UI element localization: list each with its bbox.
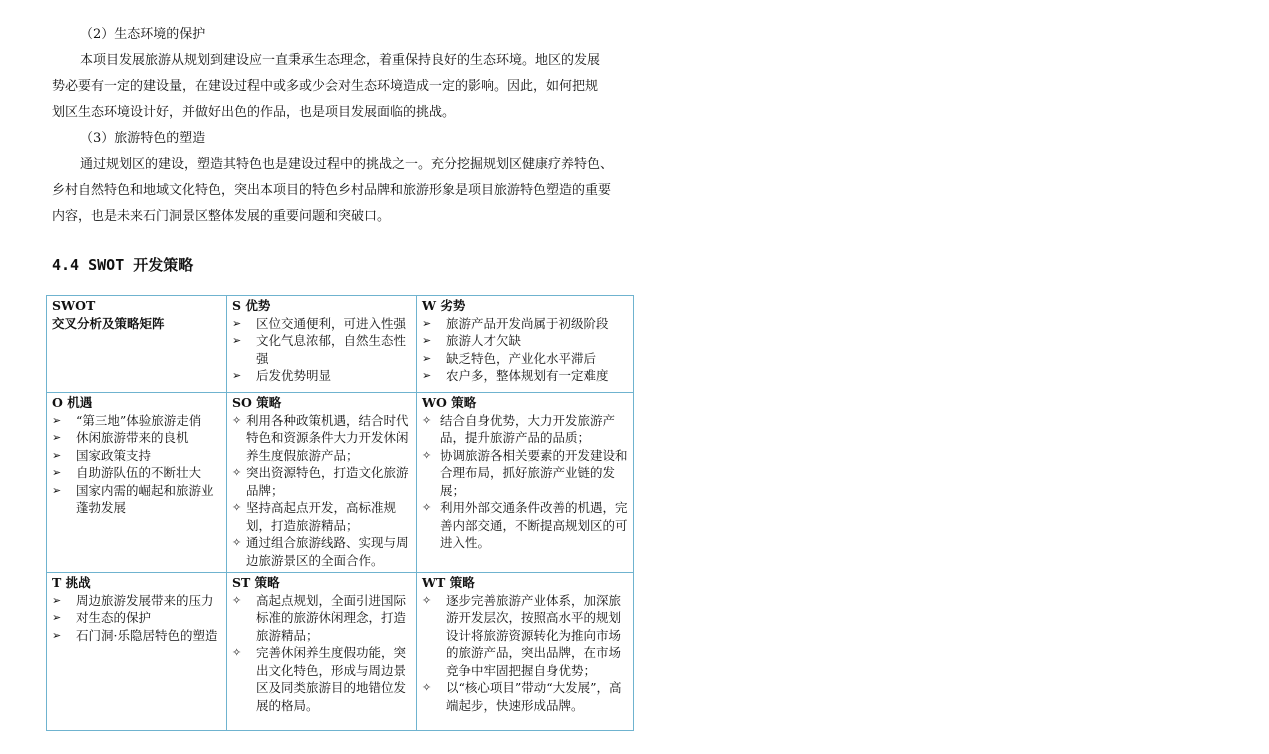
list-item [422, 315, 628, 333]
wt-strategy-cell [417, 573, 634, 731]
st-strategy-list [232, 592, 411, 715]
list-item [52, 592, 221, 610]
paragraph-line: 势必要有一定的建设量，在建设过程中或多或少会对生态环境造成一定的影响。因此，如何把规 [52, 79, 599, 94]
arrow-bullet-icon: ➢ [52, 483, 62, 497]
section-ecology [52, 22, 632, 230]
arrow-bullet-icon: ➢ [52, 431, 62, 444]
list-item-text: 农户多，整体规划有一定难度 [446, 368, 609, 383]
list-item-text: 利用各种政策机遇，结合时代特色和资源条件大力开发休闲养生度假旅游产品； [246, 412, 409, 463]
diamond-bullet-icon: ✧ [232, 466, 242, 479]
cell-title: 交叉分析及策略矩阵 [52, 315, 165, 331]
list-item [422, 412, 628, 447]
list-item [52, 464, 221, 482]
paragraph-line: 划区生态环境设计好，并做好出色的作品，也是项目发展面临的挑战。 [52, 105, 456, 120]
threats-list [52, 592, 221, 645]
arrow-bullet-icon: ➢ [422, 351, 432, 365]
diamond-bullet-icon: ✧ [232, 413, 242, 427]
list-item [52, 482, 221, 517]
list-item [52, 447, 221, 465]
list-item-text: 旅游人才欠缺 [446, 333, 522, 348]
list-item [232, 332, 411, 367]
wo-strategy-cell [417, 393, 634, 573]
paragraph-line: 乡村自然特色和地域文化特色，突出本项目的特色乡村品牌和旅游形象是项目旅游特色塑造的重要 [52, 183, 612, 198]
swot-corner-cell [47, 296, 227, 393]
list-item [232, 592, 411, 645]
paragraph-line: 通过规划区的建设，塑造其特色也是建设过程中的挑战之一。充分挖掘规划区健康疗养特色、 [80, 157, 614, 172]
weaknesses-list [422, 315, 628, 385]
list-item-text: 文化气息浓郁，自然生态性强 [256, 333, 407, 366]
list-item [52, 412, 221, 430]
list-item [232, 367, 411, 385]
diamond-bullet-icon: ✧ [422, 681, 432, 694]
list-item-text: 突出资源特色，打造文化旅游品牌； [246, 465, 409, 498]
diamond-bullet-icon: ✧ [232, 501, 242, 514]
list-item-text: 自助游队伍的不断壮大 [76, 465, 202, 480]
list-item-text: 高起点规划，全面引进国际标准的旅游休闲理念，打造旅游精品； [256, 592, 407, 643]
list-item-text: 利用外部交通条件改善的机遇，完善内部交通，不断提高规划区的可进入性。 [440, 500, 628, 550]
cell-title: W 劣势 [422, 298, 466, 313]
cell-title: O 机遇 [52, 395, 93, 410]
diamond-bullet-icon: ✧ [422, 501, 432, 514]
list-item [52, 429, 221, 447]
table-row [47, 573, 634, 731]
so-strategy-list [232, 412, 411, 570]
cell-title: SO 策略 [232, 395, 282, 410]
arrow-bullet-icon: ➢ [422, 369, 432, 382]
list-item-text: 通过组合旅游线路、实现与周边旅游景区的全面合作。 [246, 535, 409, 568]
list-item-text: 逐步完善旅游产业体系，加深旅游开发层次，按照高水平的规划设计将旅游资源转化为推向市场的旅游产品，突出品牌，在市场竞争中牢固把握自身优势； [446, 592, 622, 678]
diamond-bullet-icon: ✧ [422, 448, 432, 462]
list-item [52, 609, 221, 627]
arrow-bullet-icon: ➢ [52, 611, 62, 624]
list-item-text: 石门洞·乐隐居特色的塑造 [76, 627, 218, 643]
list-item [422, 499, 628, 552]
list-item-text: 旅游产品开发尚属于初级阶段 [446, 315, 609, 331]
list-item [422, 367, 628, 385]
cell-title: T 挑战 [52, 575, 91, 590]
list-item [232, 534, 411, 569]
list-item [422, 332, 628, 350]
table-row [47, 296, 634, 393]
list-item [232, 315, 411, 333]
st-strategy-cell [227, 573, 417, 731]
diamond-bullet-icon: ✧ [422, 413, 432, 427]
list-item-text: “第三地”体验旅游走俏 [76, 412, 202, 428]
list-item-text: 国家政策支持 [76, 447, 152, 463]
list-item [232, 412, 411, 465]
list-item-text: 对生态的保护 [76, 610, 152, 625]
diamond-bullet-icon: ✧ [232, 593, 242, 607]
wo-strategy-list [422, 412, 628, 552]
section-title: （3）旅游特色的塑造 [80, 131, 206, 146]
section-heading: 4.4 SWOT 开发策略 [52, 256, 194, 274]
diamond-bullet-icon: ✧ [232, 646, 242, 659]
arrow-bullet-icon: ➢ [232, 334, 242, 347]
cell-title: WT 策略 [422, 575, 475, 590]
table-row [47, 393, 634, 573]
diamond-bullet-icon: ✧ [422, 593, 432, 607]
list-item-text: 缺乏特色，产业化水平滞后 [446, 350, 597, 366]
list-item [232, 499, 411, 534]
cell-title: SWOT [52, 298, 96, 313]
list-item-text: 周边旅游发展带来的压力 [76, 592, 214, 608]
cell-title: ST 策略 [232, 575, 280, 590]
paragraph-line: 内容，也是未来石门洞景区整体发展的重要问题和突破口。 [52, 209, 391, 224]
list-item [422, 350, 628, 368]
strengths-list [232, 315, 411, 385]
list-item-text: 协调旅游各相关要素的开发建设和合理布局，抓好旅游产业链的发展； [440, 447, 628, 498]
arrow-bullet-icon: ➢ [232, 316, 242, 330]
arrow-bullet-icon: ➢ [232, 369, 242, 382]
arrow-bullet-icon: ➢ [52, 628, 62, 642]
list-item-text: 完善休闲养生度假功能，突出文化特色，形成与周边景区及同类旅游目的地错位发展的格局。 [256, 645, 407, 713]
weaknesses-cell [417, 296, 634, 393]
list-item-text: 休闲旅游带来的良机 [76, 430, 189, 445]
list-item [422, 447, 628, 500]
list-item [52, 627, 221, 645]
cell-title: S 优势 [232, 298, 271, 313]
list-item [232, 464, 411, 499]
list-item [232, 644, 411, 714]
diamond-bullet-icon: ✧ [232, 536, 242, 549]
list-item-text: 坚持高起点开发，高标准规划，打造旅游精品； [246, 500, 397, 533]
list-item [422, 592, 628, 680]
list-item-text: 区位交通便利，可进入性强 [256, 315, 407, 331]
list-item-text: 结合自身优势，大力开发旅游产品，提升旅游产品的品质； [440, 412, 616, 445]
arrow-bullet-icon: ➢ [52, 466, 62, 479]
strengths-cell [227, 296, 417, 393]
arrow-bullet-icon: ➢ [422, 334, 432, 347]
section-title: （2）生态环境的保护 [80, 27, 206, 42]
list-item-text: 国家内需的崛起和旅游业蓬勃发展 [76, 482, 214, 515]
paragraph-line: 本项目发展旅游从规划到建设应一直秉承生态理念，着重保持良好的生态环境。地区的发展 [80, 53, 601, 68]
arrow-bullet-icon: ➢ [52, 413, 62, 427]
arrow-bullet-icon: ➢ [52, 593, 62, 607]
threats-cell [47, 573, 227, 731]
cell-title: WO 策略 [422, 395, 477, 410]
opportunities-list [52, 412, 221, 517]
list-item-text: 以“核心项目”带动“大发展”，高端起步，快速形成品牌。 [446, 680, 622, 713]
arrow-bullet-icon: ➢ [422, 316, 432, 330]
list-item [422, 679, 628, 714]
list-item-text: 后发优势明显 [256, 368, 332, 383]
arrow-bullet-icon: ➢ [52, 448, 62, 462]
opportunities-cell [47, 393, 227, 573]
swot-matrix-table [46, 295, 634, 731]
so-strategy-cell [227, 393, 417, 573]
wt-strategy-list [422, 592, 628, 715]
